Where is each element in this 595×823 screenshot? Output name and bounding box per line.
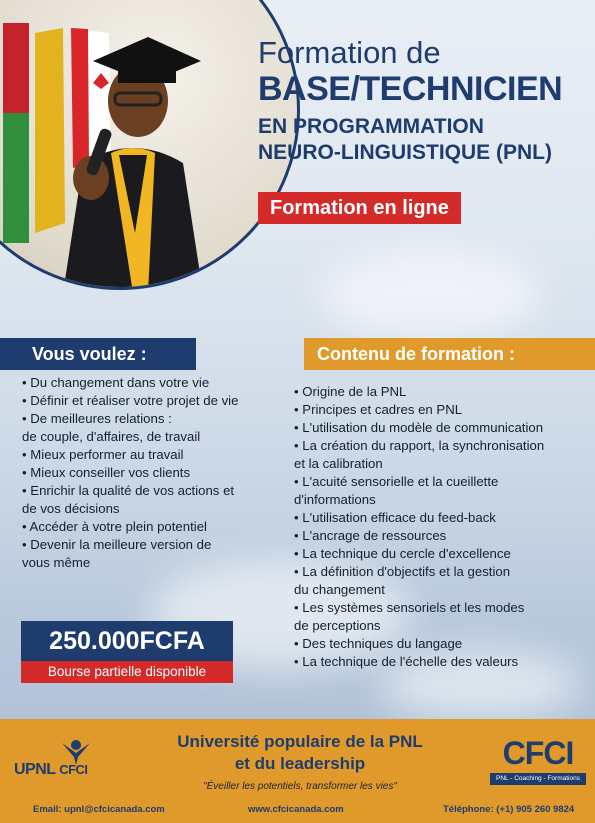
price-tag: 250.000FCFA: [21, 621, 233, 661]
cfci-logo-strip: PNL - Coaching - Formations: [490, 773, 586, 785]
right-section-heading: Contenu de formation :: [304, 338, 595, 370]
list-item: • De meilleures relations : de couple, d'affaires, de travail: [22, 411, 201, 444]
list-item: • La définition d'objectifs et la gestion du changement: [294, 564, 511, 597]
benefits-list: [22, 374, 282, 572]
list-item: • Principes et cadres en PNL: [294, 402, 463, 417]
list-item: • L'ancrage de ressources: [294, 528, 447, 543]
footer-title-line1: Université populaire de la PNL: [177, 732, 423, 751]
title-block: [258, 36, 588, 166]
upnl-logo-text: UPNL: [14, 761, 56, 778]
footer-title: [140, 731, 460, 775]
list-item: • Des techniques du langage: [294, 636, 463, 651]
list-item: • Mieux conseiller vos clients: [22, 465, 191, 480]
footer-slogan: "Éveiller les potentiels, transformer les vies": [203, 781, 397, 792]
list-item: • Du changement dans votre vie: [22, 375, 210, 390]
footer-website[interactable]: www.cfcicanada.com: [248, 804, 344, 815]
title-line2: BASE/TECHNICIEN: [258, 70, 563, 108]
list-item: • L'utilisation efficace du feed-back: [294, 510, 496, 525]
title-line1: Formation de: [258, 35, 441, 70]
speaker-photo: [0, 0, 300, 290]
cfci-logo-text-small: CFCI: [59, 762, 88, 777]
list-item: • Origine de la PNL: [294, 384, 407, 399]
online-badge: Formation en ligne: [258, 192, 461, 224]
list-item: • Mieux performer au travail: [22, 447, 184, 462]
list-item: • Devenir la meilleure version de vous même: [22, 537, 212, 570]
left-section-heading: Vous voulez :: [0, 338, 196, 370]
list-item: • Définir et réaliser votre projet de vie: [22, 393, 239, 408]
title-line3: EN PROGRAMMATION: [258, 115, 484, 138]
speaker-illustration: [0, 0, 300, 290]
list-item: • Accéder à votre plein potentiel: [22, 519, 207, 534]
footer: [0, 719, 595, 823]
list-item: • La création du rapport, la synchronisation et la calibration: [294, 438, 545, 471]
list-item: • Les systèmes sensoriels et les modes de perceptions: [294, 600, 525, 633]
footer-phone: Téléphone: (+1) 905 260 9824: [443, 804, 575, 815]
cfci-logo-text: CFCI: [502, 735, 574, 771]
list-item: • La technique du cercle d'excellence: [294, 546, 511, 561]
cloud-decoration: [320, 250, 540, 340]
list-item: • La technique de l'échelle des valeurs: [294, 654, 519, 669]
scholarship-badge: Bourse partielle disponible: [21, 661, 233, 683]
list-item: • L'utilisation du modèle de communication: [294, 420, 544, 435]
upnl-logo: [14, 739, 124, 791]
cfci-logo: [490, 735, 586, 795]
title-line4: NEURO-LINGUISTIQUE (PNL): [258, 141, 552, 164]
content-list: [294, 383, 590, 671]
footer-title-line2: et du leadership: [234, 754, 366, 773]
list-item: • L'acuité sensorielle et la cueillette d'informations: [294, 474, 499, 507]
footer-email[interactable]: Email: upnl@cfcicanada.com: [33, 804, 165, 815]
list-item: • Enrichir la qualité de vos actions et de vos décisions: [22, 483, 235, 516]
